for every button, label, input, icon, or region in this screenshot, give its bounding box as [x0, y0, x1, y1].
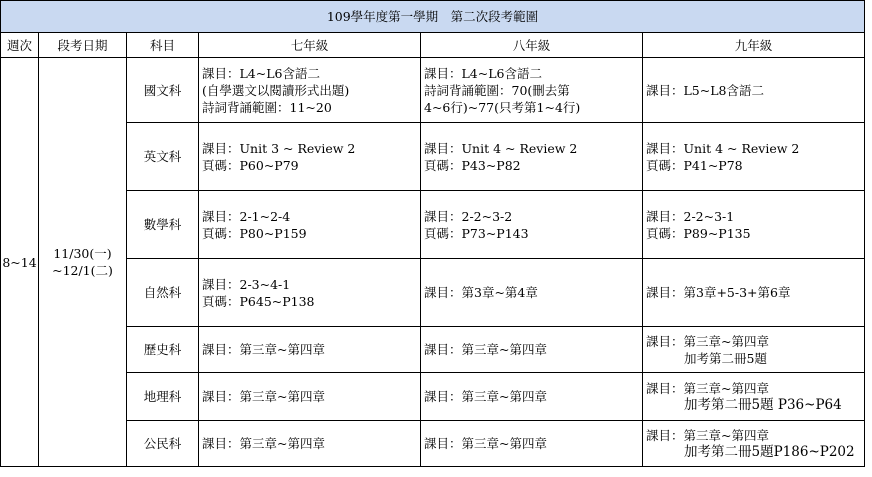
grade-9-cell [643, 58, 865, 123]
cell-line: 加考第二冊5題P186~P202 [684, 443, 855, 460]
cell-line: 4~6行)~77(只考第1~4行) [424, 99, 581, 115]
cell-line: 課目：2-2~3-1 [646, 208, 735, 224]
cell-line: 課目：第三章~第四章 [646, 333, 769, 349]
cell-line: 詩詞背誦範圍：70(刪去第 [424, 82, 570, 98]
cell-line: 加考第二冊5題 [684, 350, 767, 366]
cell-line: 課目：第三章~第四章 [202, 436, 325, 451]
cell-line: 課目：L5~L8含語二 [646, 82, 764, 98]
subject-cell: 地理科 [127, 373, 199, 421]
cell-line: 課目：Unit 4 ~ Review 2 [646, 140, 800, 156]
grade-8-cell [421, 327, 643, 373]
grade-9-cell [643, 421, 865, 467]
cell-line: 課目：第3章+5-3+第6章 [646, 285, 791, 300]
cell-line: 詩詞背誦範圍：11~20 [202, 99, 332, 115]
cell-line: 課目：第三章~第四章 [202, 342, 325, 357]
grade-9-cell [643, 259, 865, 327]
cell-line: 課目：第3章~第4章 [424, 285, 538, 300]
subject-cell: 公民科 [127, 421, 199, 467]
cell-line: 加考第二冊5題 P36~P64 [684, 396, 842, 413]
cell-line: 頁碼：P43~P82 [424, 157, 521, 173]
header-week: 週次 [1, 33, 39, 58]
cell-line: 課目：第三章~第四章 [424, 436, 547, 451]
grade-9-cell [643, 327, 865, 373]
cell-line: 頁碼：P73~P143 [424, 225, 529, 241]
subject-cell: 國文科 [127, 58, 199, 123]
grade-9-cell [643, 373, 865, 421]
grade-8-cell [421, 123, 643, 191]
grade-7-cell [199, 191, 421, 259]
cell-line: 課目：Unit 4 ~ Review 2 [424, 140, 578, 156]
grade-8-cell [421, 373, 643, 421]
cell-line: 頁碼：P645~P138 [202, 293, 315, 309]
cell-line: 課目：L4~L6含語二 [424, 65, 542, 81]
date-line-2: ~12/1(二) [52, 263, 113, 278]
cell-line: 頁碼：P60~P79 [202, 157, 299, 173]
subject-cell: 數學科 [127, 191, 199, 259]
cell-line: 課目：2-3~4-1 [202, 276, 291, 292]
header-dates: 段考日期 [39, 33, 127, 58]
table-title: 109學年度第一學期 第二次段考範圍 [1, 1, 865, 33]
grade-7-cell [199, 58, 421, 123]
grade-8-cell [421, 58, 643, 123]
grade-9-cell [643, 191, 865, 259]
header-grade-7: 七年級 [199, 33, 421, 58]
grade-7-cell [199, 373, 421, 421]
cell-line: 頁碼：P89~P135 [646, 225, 751, 241]
grade-8-cell [421, 259, 643, 327]
cell-line: 頁碼：P41~P78 [646, 157, 743, 173]
week-cell: 8~14 [1, 58, 39, 467]
grade-8-cell [421, 421, 643, 467]
cell-line: 頁碼：P80~P159 [202, 225, 307, 241]
header-grade-9: 九年級 [643, 33, 865, 58]
cell-line: 課目：2-1~2-4 [202, 208, 291, 224]
grade-7-cell [199, 123, 421, 191]
subject-cell: 自然科 [127, 259, 199, 327]
grade-7-cell [199, 259, 421, 327]
cell-line: 課目：第三章~第四章 [202, 389, 325, 404]
subject-cell: 英文科 [127, 123, 199, 191]
header-subject: 科目 [127, 33, 199, 58]
subject-cell: 歷史科 [127, 327, 199, 373]
date-cell [39, 58, 127, 467]
cell-line: 課目：2-2~3-2 [424, 208, 513, 224]
grade-9-cell [643, 123, 865, 191]
grade-7-cell [199, 421, 421, 467]
cell-line: (自學選文以閱讀形式出題) [202, 82, 350, 98]
cell-line: 課目：第三章~第四章 [646, 427, 769, 443]
grade-8-cell [421, 191, 643, 259]
cell-line: 課目：Unit 3 ~ Review 2 [202, 140, 356, 156]
cell-line: 課目：L4~L6含語二 [202, 65, 320, 81]
date-line-1: 11/30(一) [53, 246, 112, 261]
cell-line: 課目：第三章~第四章 [424, 342, 547, 357]
cell-line: 課目：第三章~第四章 [424, 389, 547, 404]
header-grade-8: 八年級 [421, 33, 643, 58]
cell-line: 課目：第三章~第四章 [646, 380, 769, 396]
grade-7-cell [199, 327, 421, 373]
